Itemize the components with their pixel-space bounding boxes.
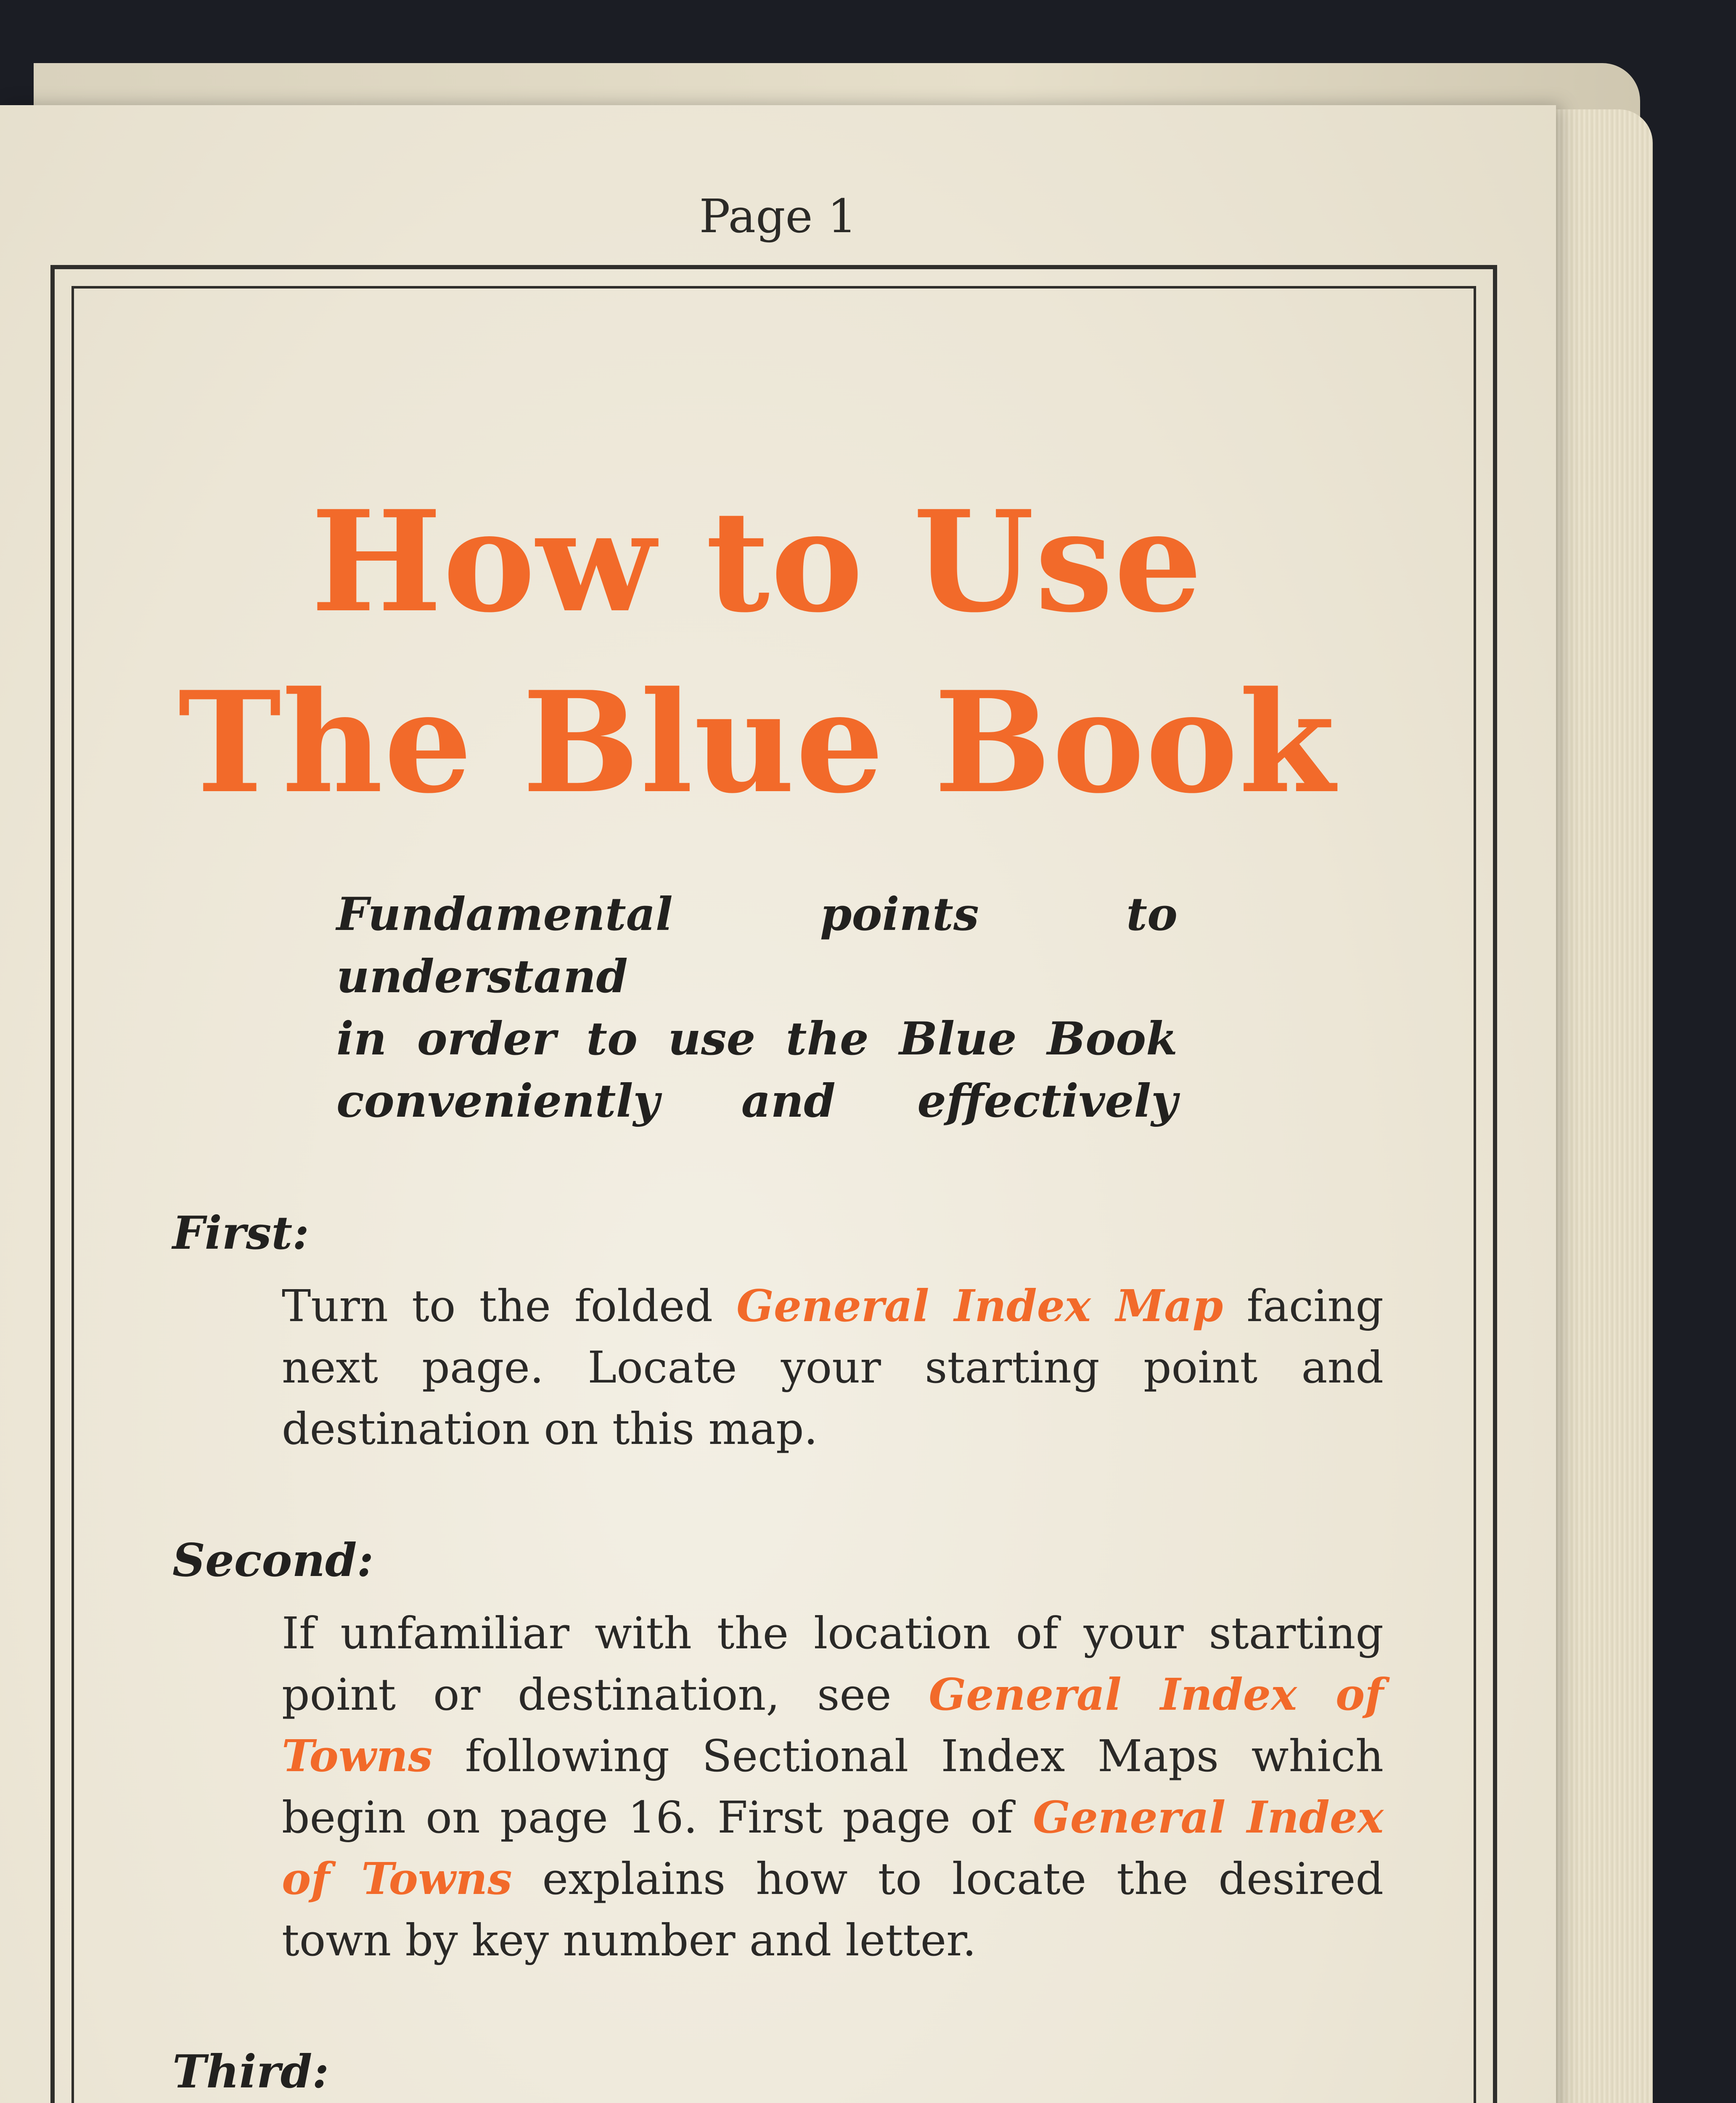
title-line-1: How to Use xyxy=(311,480,1203,643)
page-content xyxy=(105,294,1409,2103)
title-line-2: The Blue Book xyxy=(178,661,1336,824)
text: facing next page. Locate your starting point and destination on this map. xyxy=(282,1280,1384,1454)
section-third xyxy=(105,2042,1409,2103)
text: explains how to locate the desired town by key number and letter. xyxy=(282,1853,1384,1966)
section-heading-first: First: xyxy=(172,1207,310,1260)
subtitle-line-3: conveniently and effectively xyxy=(336,1075,1178,1128)
text: If unfamiliar with the location of your starting point or destination, see xyxy=(282,1608,1384,1720)
highlight-general-index-map: General Index Map xyxy=(736,1280,1223,1332)
page-title xyxy=(105,294,1409,833)
highlight-general-index-of-towns: General Index of Towns xyxy=(282,1791,1384,1904)
book-page xyxy=(0,105,1556,2103)
subtitle-line-1: Fundamental points to understand xyxy=(336,888,1178,1003)
page-number: Page 1 xyxy=(699,189,857,243)
section-first xyxy=(105,1204,1409,1459)
section-heading-third: Third: xyxy=(172,2045,329,2098)
text: following Sectional Index Maps which begin on page 16. First page of xyxy=(282,1730,1384,1843)
section-heading-second: Second: xyxy=(172,1534,374,1587)
subtitle xyxy=(336,883,1178,1132)
subtitle-line-2: in order to use the Blue Book xyxy=(336,1012,1178,1065)
highlight-general-index-of-towns: General Index of Towns xyxy=(282,1669,1384,1782)
section-body-second xyxy=(282,1602,1384,1971)
section-second xyxy=(105,1531,1409,1971)
text: Turn to the folded xyxy=(282,1280,737,1332)
section-body-first xyxy=(282,1275,1384,1459)
